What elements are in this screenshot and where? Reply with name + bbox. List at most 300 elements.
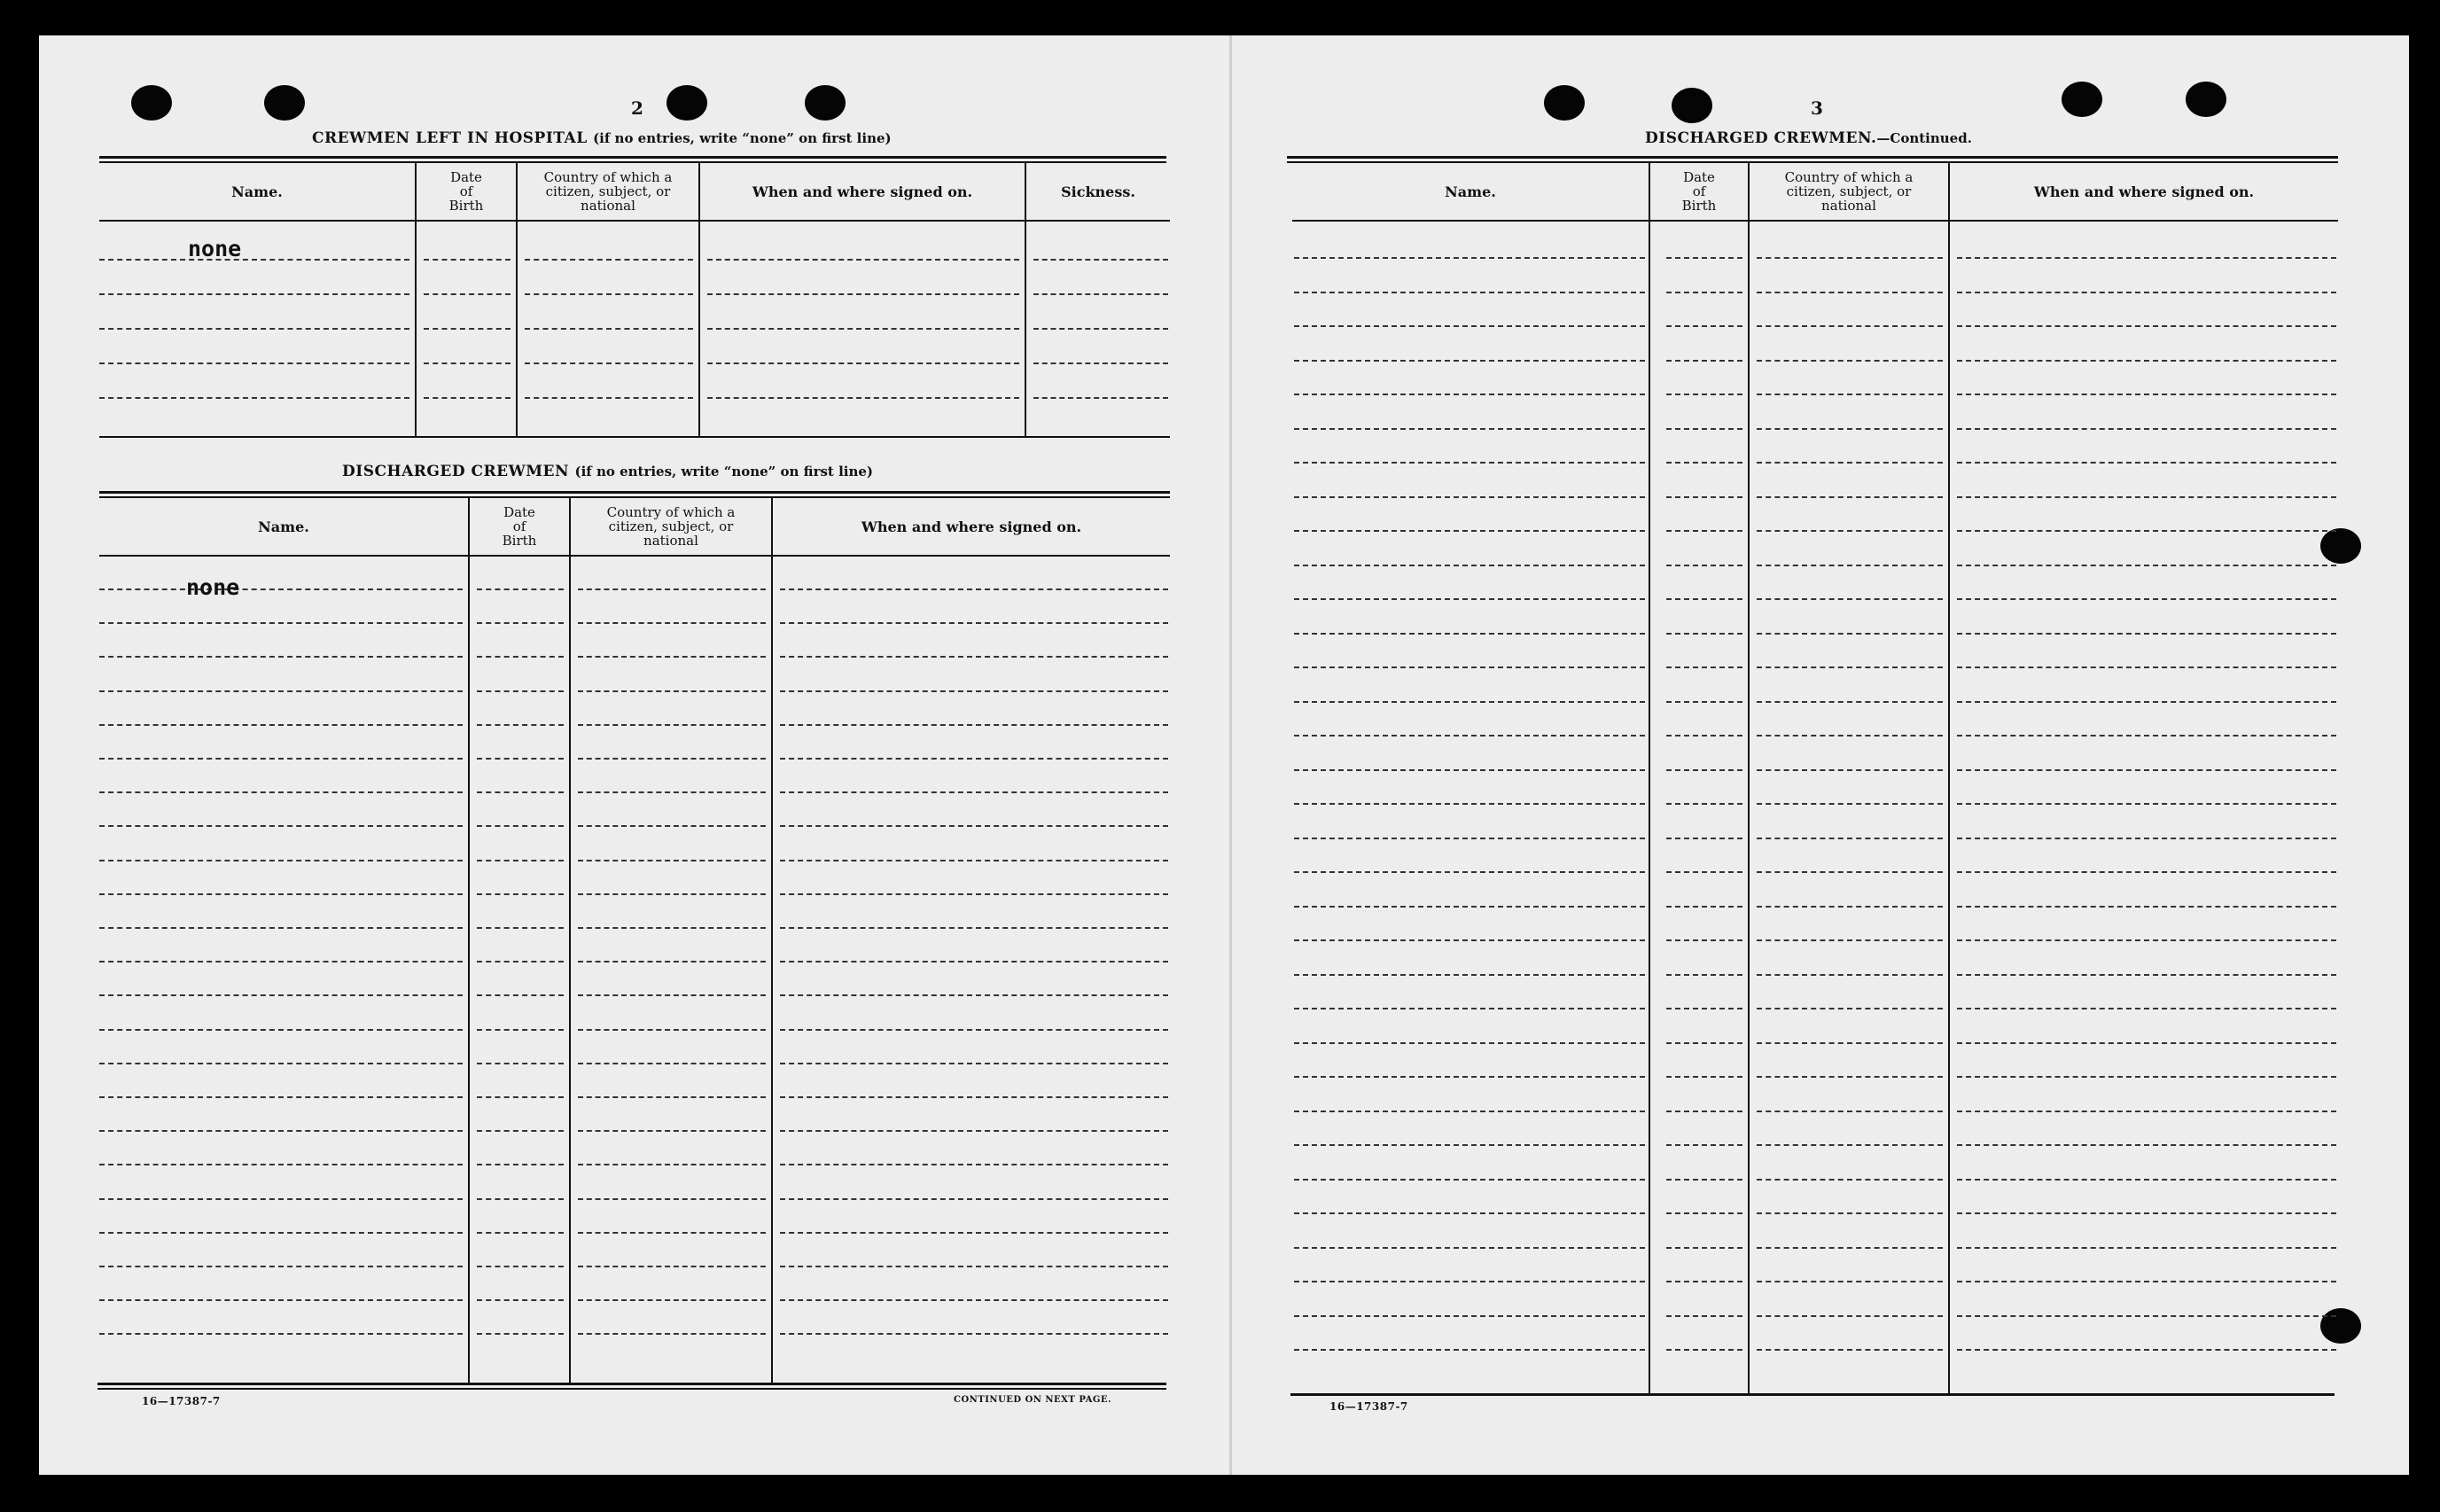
punch-hole [2320, 1308, 2361, 1344]
entry-line [1757, 666, 1943, 668]
column-divider [771, 498, 773, 1383]
entry-line [1294, 803, 1645, 805]
entry-line [424, 328, 511, 330]
entry-line [1666, 803, 1742, 805]
entry-line [1757, 1144, 1943, 1146]
entry-line [1666, 428, 1742, 430]
entry-line [578, 656, 766, 658]
entry-line [1666, 496, 1742, 498]
entry-line [780, 791, 1168, 793]
entry-line [780, 758, 1168, 760]
entry-line [99, 961, 463, 963]
entry-line [99, 1063, 463, 1064]
entry-line [99, 994, 463, 996]
entry-line [99, 825, 463, 827]
entry-line [1294, 633, 1645, 635]
punch-hole [1672, 88, 1712, 123]
entry-line [1757, 1349, 1943, 1351]
entry-line [1757, 325, 1943, 327]
form-sheet [39, 35, 2409, 1475]
entry-line [1666, 257, 1742, 259]
entry-line [1666, 1315, 1742, 1317]
entry-line [1957, 633, 2336, 635]
rule [99, 156, 1166, 159]
entry-line [99, 328, 409, 330]
entry-line [1666, 1179, 1742, 1181]
right-section-title [1645, 129, 1972, 147]
entry-line [1957, 462, 2336, 464]
entry-line [1957, 666, 2336, 668]
page-number: 3 [1811, 97, 1823, 119]
entry-line [1757, 769, 1943, 771]
entry-line [525, 328, 693, 330]
punch-hole [264, 85, 305, 121]
entry-line [578, 1063, 766, 1064]
entry-line [578, 927, 766, 929]
entry-line [1294, 462, 1645, 464]
entry-line [477, 893, 564, 895]
entry-line [1666, 906, 1742, 908]
entry-line [1666, 1349, 1742, 1351]
entry-line [1666, 530, 1742, 532]
rule [99, 161, 1166, 163]
entry-line [1666, 1042, 1742, 1044]
column-divider [569, 498, 571, 1383]
punch-hole [1544, 85, 1585, 121]
page-fold [1229, 35, 1232, 1475]
entry-line [1294, 666, 1645, 668]
entry-line [99, 1198, 463, 1200]
rule [97, 1383, 1166, 1385]
entry-line [1294, 1179, 1645, 1181]
entry-line [99, 690, 463, 692]
entry-line [1757, 598, 1943, 600]
entry-line [525, 362, 693, 364]
column-header-signed-on: When and where signed on. [861, 518, 1082, 535]
entry-line [1666, 394, 1742, 395]
entry-line [477, 758, 564, 760]
right-title-suffix: —Continued. [1876, 130, 1972, 146]
entry-line [1957, 803, 2336, 805]
entry-line [1757, 838, 1943, 839]
entry-line [1957, 1281, 2336, 1282]
entry-line [1757, 701, 1943, 703]
entry-line [525, 293, 693, 295]
entry-line [578, 1164, 766, 1165]
entry-line [1757, 1281, 1943, 1282]
entry-line [1957, 496, 2336, 498]
entry-line [1757, 292, 1943, 293]
entry-line [99, 1164, 463, 1165]
entry-line [1757, 462, 1943, 464]
hospital-section-title [312, 129, 892, 147]
entry-line [1294, 735, 1645, 737]
entry-line [1666, 1144, 1742, 1146]
entry-line [1666, 939, 1742, 941]
entry-line [1294, 1349, 1645, 1351]
entry-line [99, 791, 463, 793]
entry-line [1294, 974, 1645, 976]
entry-line [1757, 1179, 1943, 1181]
rule [1287, 161, 2338, 163]
entry-line [1033, 259, 1168, 261]
entry-line [1957, 292, 2336, 293]
entry-line [477, 860, 564, 861]
discharged-first-entry: none [186, 574, 240, 600]
entry-line [1666, 1111, 1742, 1112]
entry-line [780, 1333, 1168, 1335]
entry-line [424, 293, 511, 295]
punch-hole [131, 85, 172, 121]
page-number: 2 [631, 97, 643, 119]
form-number: 16—17387-7 [1329, 1400, 1408, 1413]
entry-line [1957, 939, 2336, 941]
rule [99, 491, 1170, 494]
entry-line [578, 1266, 766, 1267]
entry-line [780, 724, 1168, 726]
entry-line [99, 588, 463, 590]
entry-line [578, 860, 766, 861]
entry-line [707, 362, 1019, 364]
entry-line [1666, 1212, 1742, 1214]
entry-line [477, 1299, 564, 1301]
entry-line [578, 1130, 766, 1132]
entry-line [578, 791, 766, 793]
entry-line [578, 622, 766, 624]
entry-line [1666, 871, 1742, 873]
entry-line [1294, 257, 1645, 259]
entry-line [1294, 496, 1645, 498]
entry-line [1757, 1247, 1943, 1249]
entry-line [578, 893, 766, 895]
entry-line [1033, 293, 1168, 295]
right-title-text: DISCHARGED CREWMEN. [1645, 129, 1877, 147]
entry-line [1666, 360, 1742, 362]
entry-line [1666, 1281, 1742, 1282]
entry-line [1294, 394, 1645, 395]
entry-line [780, 1063, 1168, 1064]
entry-line [1033, 328, 1168, 330]
entry-line [1757, 633, 1943, 635]
entry-line [99, 1232, 463, 1234]
entry-line [1957, 1076, 2336, 1078]
entry-line [1957, 769, 2336, 771]
discharged-section-title [342, 463, 873, 480]
entry-line [780, 994, 1168, 996]
entry-line [1757, 360, 1943, 362]
entry-line [1757, 257, 1943, 259]
entry-line [1666, 838, 1742, 839]
entry-line [1957, 530, 2336, 532]
entry-line [578, 690, 766, 692]
entry-line [477, 1029, 564, 1031]
entry-line [1757, 974, 1943, 976]
column-divider [1649, 163, 1650, 1393]
entry-line [1294, 598, 1645, 600]
entry-line [99, 1130, 463, 1132]
entry-line [1294, 1212, 1645, 1214]
column-header-date-of-birth: Date of Birth [502, 504, 537, 549]
entry-line [780, 1164, 1168, 1165]
entry-line [1666, 598, 1742, 600]
entry-line [578, 1333, 766, 1335]
entry-line [477, 791, 564, 793]
column-header-country: Country of which a citizen, subject, or national [1784, 169, 1914, 214]
entry-line [1957, 1315, 2336, 1317]
entry-line [99, 656, 463, 658]
entry-line [477, 927, 564, 929]
entry-line [1957, 1349, 2336, 1351]
entry-line [1294, 325, 1645, 327]
entry-line [477, 588, 564, 590]
entry-line [1666, 633, 1742, 635]
entry-line [99, 1333, 463, 1335]
entry-line [1757, 871, 1943, 873]
entry-line [1957, 701, 2336, 703]
entry-line [1294, 1042, 1645, 1044]
entry-line [1666, 1008, 1742, 1009]
entry-line [1294, 360, 1645, 362]
entry-line [1294, 1076, 1645, 1078]
entry-line [477, 1198, 564, 1200]
rule [1287, 156, 2338, 159]
entry-line [477, 1063, 564, 1064]
entry-line [1757, 906, 1943, 908]
hospital-first-entry: none [188, 236, 242, 261]
entry-line [1957, 906, 2336, 908]
entry-line [1957, 1247, 2336, 1249]
entry-line [780, 622, 1168, 624]
entry-line [578, 588, 766, 590]
entry-line [1757, 394, 1943, 395]
entry-line [707, 397, 1019, 399]
entry-line [707, 328, 1019, 330]
entry-line [780, 1266, 1168, 1267]
entry-line [99, 1096, 463, 1098]
rule [99, 436, 1170, 438]
entry-line [477, 961, 564, 963]
entry-line [1757, 1008, 1943, 1009]
entry-line [780, 1198, 1168, 1200]
entry-line [578, 825, 766, 827]
entry-line [477, 690, 564, 692]
entry-line [99, 1299, 463, 1301]
discharged-title-note: (if no entries, write “none” on first line) [574, 464, 874, 479]
entry-line [1757, 530, 1943, 532]
entry-line [1957, 325, 2336, 327]
rule [1290, 1393, 2335, 1396]
punch-hole [805, 85, 846, 121]
entry-line [1957, 257, 2336, 259]
continued-note: CONTINUED ON NEXT PAGE. [954, 1395, 1112, 1405]
entry-line [525, 259, 693, 261]
entry-line [1666, 462, 1742, 464]
entry-line [1666, 735, 1742, 737]
entry-line [1757, 803, 1943, 805]
entry-line [1757, 496, 1943, 498]
entry-line [1294, 1008, 1645, 1009]
entry-line [1294, 871, 1645, 873]
entry-line [1294, 565, 1645, 566]
entry-line [780, 893, 1168, 895]
entry-line [1957, 1212, 2336, 1214]
entry-line [578, 724, 766, 726]
column-header-country: Country of which a citizen, subject, or national [606, 504, 736, 549]
entry-line [780, 1299, 1168, 1301]
entry-line [1294, 906, 1645, 908]
entry-line [1294, 769, 1645, 771]
entry-line [99, 1266, 463, 1267]
entry-line [1957, 1008, 2336, 1009]
entry-line [578, 758, 766, 760]
entry-line [99, 362, 409, 364]
entry-line [1757, 1315, 1943, 1317]
entry-line [780, 656, 1168, 658]
entry-line [780, 1232, 1168, 1234]
entry-line [1666, 325, 1742, 327]
entry-line [99, 927, 463, 929]
entry-line [1294, 838, 1645, 839]
entry-line [1757, 1042, 1943, 1044]
entry-line [424, 397, 511, 399]
entry-line [1757, 1076, 1943, 1078]
entry-line [477, 724, 564, 726]
rule [1292, 220, 2338, 222]
entry-line [1757, 735, 1943, 737]
entry-line [1957, 565, 2336, 566]
entry-line [1757, 939, 1943, 941]
entry-line [477, 1266, 564, 1267]
entry-line [477, 1096, 564, 1098]
entry-line [1666, 565, 1742, 566]
entry-line [1757, 565, 1943, 566]
rule [99, 555, 1170, 557]
entry-line [1294, 1111, 1645, 1112]
rule [99, 220, 1170, 222]
entry-line [1294, 939, 1645, 941]
entry-line [477, 622, 564, 624]
entry-line [578, 1029, 766, 1031]
entry-line [1666, 1076, 1742, 1078]
column-divider [1948, 163, 1950, 1393]
entry-line [99, 1029, 463, 1031]
entry-line [1294, 1281, 1645, 1282]
entry-line [1294, 292, 1645, 293]
hospital-title-note: (if no entries, write “none” on first line) [593, 130, 892, 146]
entry-line [477, 1333, 564, 1335]
entry-line [477, 1232, 564, 1234]
form-number: 16—17387-7 [142, 1395, 221, 1407]
column-header-country: Country of which a citizen, subject, or national [543, 169, 673, 214]
entry-line [1757, 1111, 1943, 1112]
entry-line [477, 656, 564, 658]
entry-line [477, 994, 564, 996]
entry-line [780, 690, 1168, 692]
column-divider [1748, 163, 1750, 1393]
punch-hole [667, 85, 707, 121]
entry-line [99, 259, 409, 261]
punch-hole [2320, 528, 2361, 564]
entry-line [1957, 598, 2336, 600]
entry-line [1033, 362, 1168, 364]
entry-line [99, 397, 409, 399]
punch-hole [2186, 82, 2226, 117]
entry-line [780, 927, 1168, 929]
column-header-signed-on: When and where signed on. [752, 183, 973, 200]
entry-line [525, 397, 693, 399]
entry-line [477, 1164, 564, 1165]
entry-line [99, 293, 409, 295]
entry-line [1666, 666, 1742, 668]
entry-line [1294, 1247, 1645, 1249]
entry-line [578, 1232, 766, 1234]
entry-line [1666, 769, 1742, 771]
entry-line [99, 758, 463, 760]
entry-line [1957, 1042, 2336, 1044]
entry-line [1294, 701, 1645, 703]
entry-line [1757, 428, 1943, 430]
entry-line [1957, 974, 2336, 976]
entry-line [1957, 360, 2336, 362]
entry-line [707, 259, 1019, 261]
entry-line [578, 961, 766, 963]
column-header-name: Name. [1445, 183, 1496, 200]
entry-line [1294, 1315, 1645, 1317]
column-header-date-of-birth: Date of Birth [1681, 169, 1717, 214]
entry-line [780, 588, 1168, 590]
punch-hole [2062, 82, 2102, 117]
entry-line [1666, 1247, 1742, 1249]
entry-line [578, 1096, 766, 1098]
discharged-title-text: DISCHARGED CREWMEN [342, 463, 570, 480]
entry-line [1666, 701, 1742, 703]
column-header-name: Name. [258, 518, 309, 535]
entry-line [780, 825, 1168, 827]
entry-line [477, 1130, 564, 1132]
entry-line [780, 961, 1168, 963]
column-header-signed-on: When and where signed on. [2033, 183, 2255, 200]
entry-line [578, 1299, 766, 1301]
entry-line [99, 893, 463, 895]
entry-line [780, 1096, 1168, 1098]
column-header-name: Name. [231, 183, 283, 200]
entry-line [1957, 1179, 2336, 1181]
entry-line [1294, 530, 1645, 532]
entry-line [424, 362, 511, 364]
rule [97, 1388, 1166, 1390]
column-divider [468, 498, 470, 1383]
entry-line [99, 724, 463, 726]
entry-line [99, 860, 463, 861]
entry-line [1957, 735, 2336, 737]
entry-line [424, 259, 511, 261]
entry-line [1666, 292, 1742, 293]
entry-line [780, 860, 1168, 861]
column-header-sickness: Sickness. [1061, 183, 1135, 200]
entry-line [1294, 1144, 1645, 1146]
entry-line [1757, 1212, 1943, 1214]
entry-line [1957, 871, 2336, 873]
column-header-date-of-birth: Date of Birth [448, 169, 484, 214]
entry-line [1957, 394, 2336, 395]
entry-line [1666, 974, 1742, 976]
entry-line [1294, 428, 1645, 430]
entry-line [578, 1198, 766, 1200]
entry-line [99, 622, 463, 624]
entry-line [780, 1130, 1168, 1132]
entry-line [1033, 397, 1168, 399]
entry-line [1957, 1144, 2336, 1146]
